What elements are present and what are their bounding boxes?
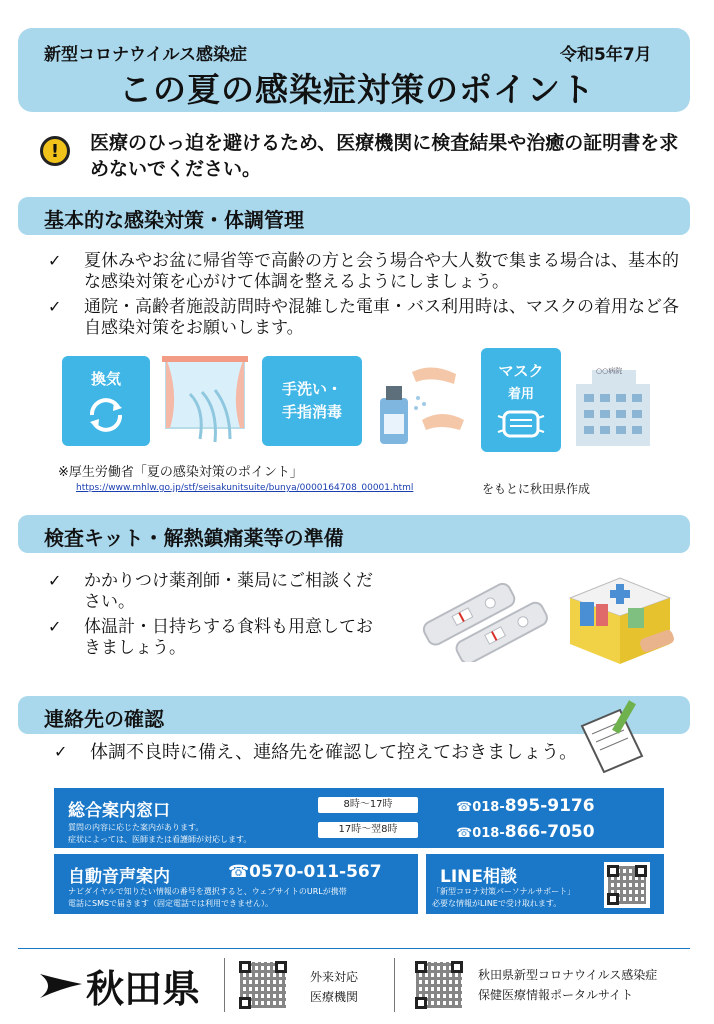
auto-voice-phone[interactable]: ☎0570-011-567 (228, 862, 382, 882)
list-item-text: 体調不良時に備え、連絡先を確認して控えておきましょう。 (90, 742, 578, 763)
auto-voice-desc-1: ナビダイヤルで知りたい情報の番号を選択すると、ウェブサイトのURLが携帯 (68, 887, 347, 896)
exclamation-icon: ! (40, 136, 70, 166)
phone-day-number: 895-9176 (504, 796, 595, 816)
list-item-text: かかりつけ薬剤師・薬局にご相談ください。 (84, 571, 373, 612)
check-icon: ✓ (54, 742, 68, 761)
hours-pill-day: 8時～17時 (318, 797, 418, 813)
window-icon (160, 354, 250, 448)
outpatient-label-1: 外来対応 (310, 970, 359, 984)
list-item (54, 742, 577, 763)
source-link[interactable]: https://www.mhlw.go.jp/stf/seisakunitsuite/bunya/0000164708_00001.html (76, 483, 414, 493)
phone-day-prefix: ☎018- (456, 800, 505, 815)
general-contact-desc-1: 質問の内容に応じた案内があります。 (68, 823, 204, 832)
general-contact-desc-2: 症状によっては、医師または看護師が対応します。 (68, 835, 252, 844)
akita-logo-icon (38, 966, 86, 1002)
hours-pill-night: 17時～翌8時 (318, 822, 418, 838)
auto-voice-desc-2: 電話にSMSで届きます（固定電話では利用できません）。 (68, 899, 274, 908)
mask-icon (496, 408, 546, 440)
hospital-sign: ○○病院 (596, 367, 623, 375)
check-icon: ✓ (48, 251, 62, 270)
portal-label-2: 保健医療情報ポータルサイト (478, 988, 634, 1002)
list-item (48, 297, 688, 339)
handwash-label-1: 手洗い・ (281, 380, 342, 398)
line-qr-code[interactable] (604, 862, 650, 908)
handwash-label-2: 手指消毒 (281, 403, 342, 421)
list-item-text: 体温計・日持ちする食料も用意しておきましょう。 (84, 617, 373, 658)
line-consult-title: LINE相談 (440, 867, 517, 887)
phone-day[interactable] (456, 796, 595, 816)
section-title-basic: 基本的な感染対策・体調管理 (44, 208, 304, 232)
phone-night[interactable] (456, 822, 595, 842)
notepad-pencil-icon (576, 700, 648, 774)
source-suffix: をもとに秋田県作成 (482, 482, 591, 496)
portal-label-1: 秋田県新型コロナウイルス感染症 (478, 968, 658, 982)
outpatient-qr-code[interactable] (236, 958, 290, 1012)
line-consult-desc-1: 「新型コロナ対策パーソナルサポート」 (432, 887, 576, 896)
general-contact-title: 総合案内窓口 (68, 801, 170, 821)
section-title-kits: 検査キット・解熱鎮痛薬等の準備 (44, 526, 344, 550)
footer-separator (224, 958, 225, 1012)
checklist-basic (48, 251, 688, 343)
page-title: この夏の感染症対策のポイント (119, 70, 595, 109)
warning-text: 医療のひっ迫を避けるため、医療機関に検査結果や治癒の証明書を求めないでください。 (90, 132, 679, 180)
header-subtitle: 新型コロナウイルス感染症 (44, 45, 247, 65)
mask-label-1: マスク (498, 362, 544, 380)
handwash-tile (262, 356, 362, 446)
check-icon: ✓ (48, 297, 62, 316)
checklist-kits (48, 571, 378, 663)
line-consult-desc-2: 必要な情報がLINEで受け取れます。 (432, 899, 562, 908)
sanitizer-icon (372, 358, 468, 450)
recycle-arrows-icon (84, 393, 128, 437)
prefecture-logo: 秋田県 (86, 967, 201, 1011)
ventilation-tile (62, 356, 150, 446)
outpatient-label-2: 医療機関 (310, 990, 359, 1004)
source-note: ※厚生労働省「夏の感染対策のポイント」 (58, 465, 303, 480)
list-item (48, 571, 378, 613)
test-kit-icon (420, 572, 560, 662)
mask-label-2: 着用 (507, 387, 534, 402)
footer-divider (18, 948, 690, 949)
first-aid-box-icon (560, 568, 680, 668)
list-item-text: 夏休みやお盆に帰省等で高齢の方と会う場合や大人数で集まる場合は、基本的な感染対策を心がけて体調を整えるようにしましょう。 (84, 251, 679, 292)
phone-night-prefix: ☎018- (456, 826, 505, 841)
section-title-contacts: 連絡先の確認 (44, 707, 164, 731)
mask-tile (481, 348, 561, 452)
list-item (48, 617, 378, 659)
check-icon: ✓ (48, 571, 62, 590)
list-item-text: 通院・高齢者施設訪問時や混雑した電車・バス利用時は、マスクの着用など各自感染対策をお願いします。 (84, 297, 679, 338)
phone-night-number: 866-7050 (504, 822, 595, 842)
auto-voice-title: 自動音声案内 (68, 867, 170, 887)
list-item (48, 251, 688, 293)
check-icon: ✓ (48, 617, 62, 636)
ventilation-label: 換気 (90, 370, 121, 388)
footer-separator (394, 958, 395, 1012)
header-date: 令和5年7月 (560, 45, 652, 65)
portal-qr-code[interactable] (412, 958, 466, 1012)
